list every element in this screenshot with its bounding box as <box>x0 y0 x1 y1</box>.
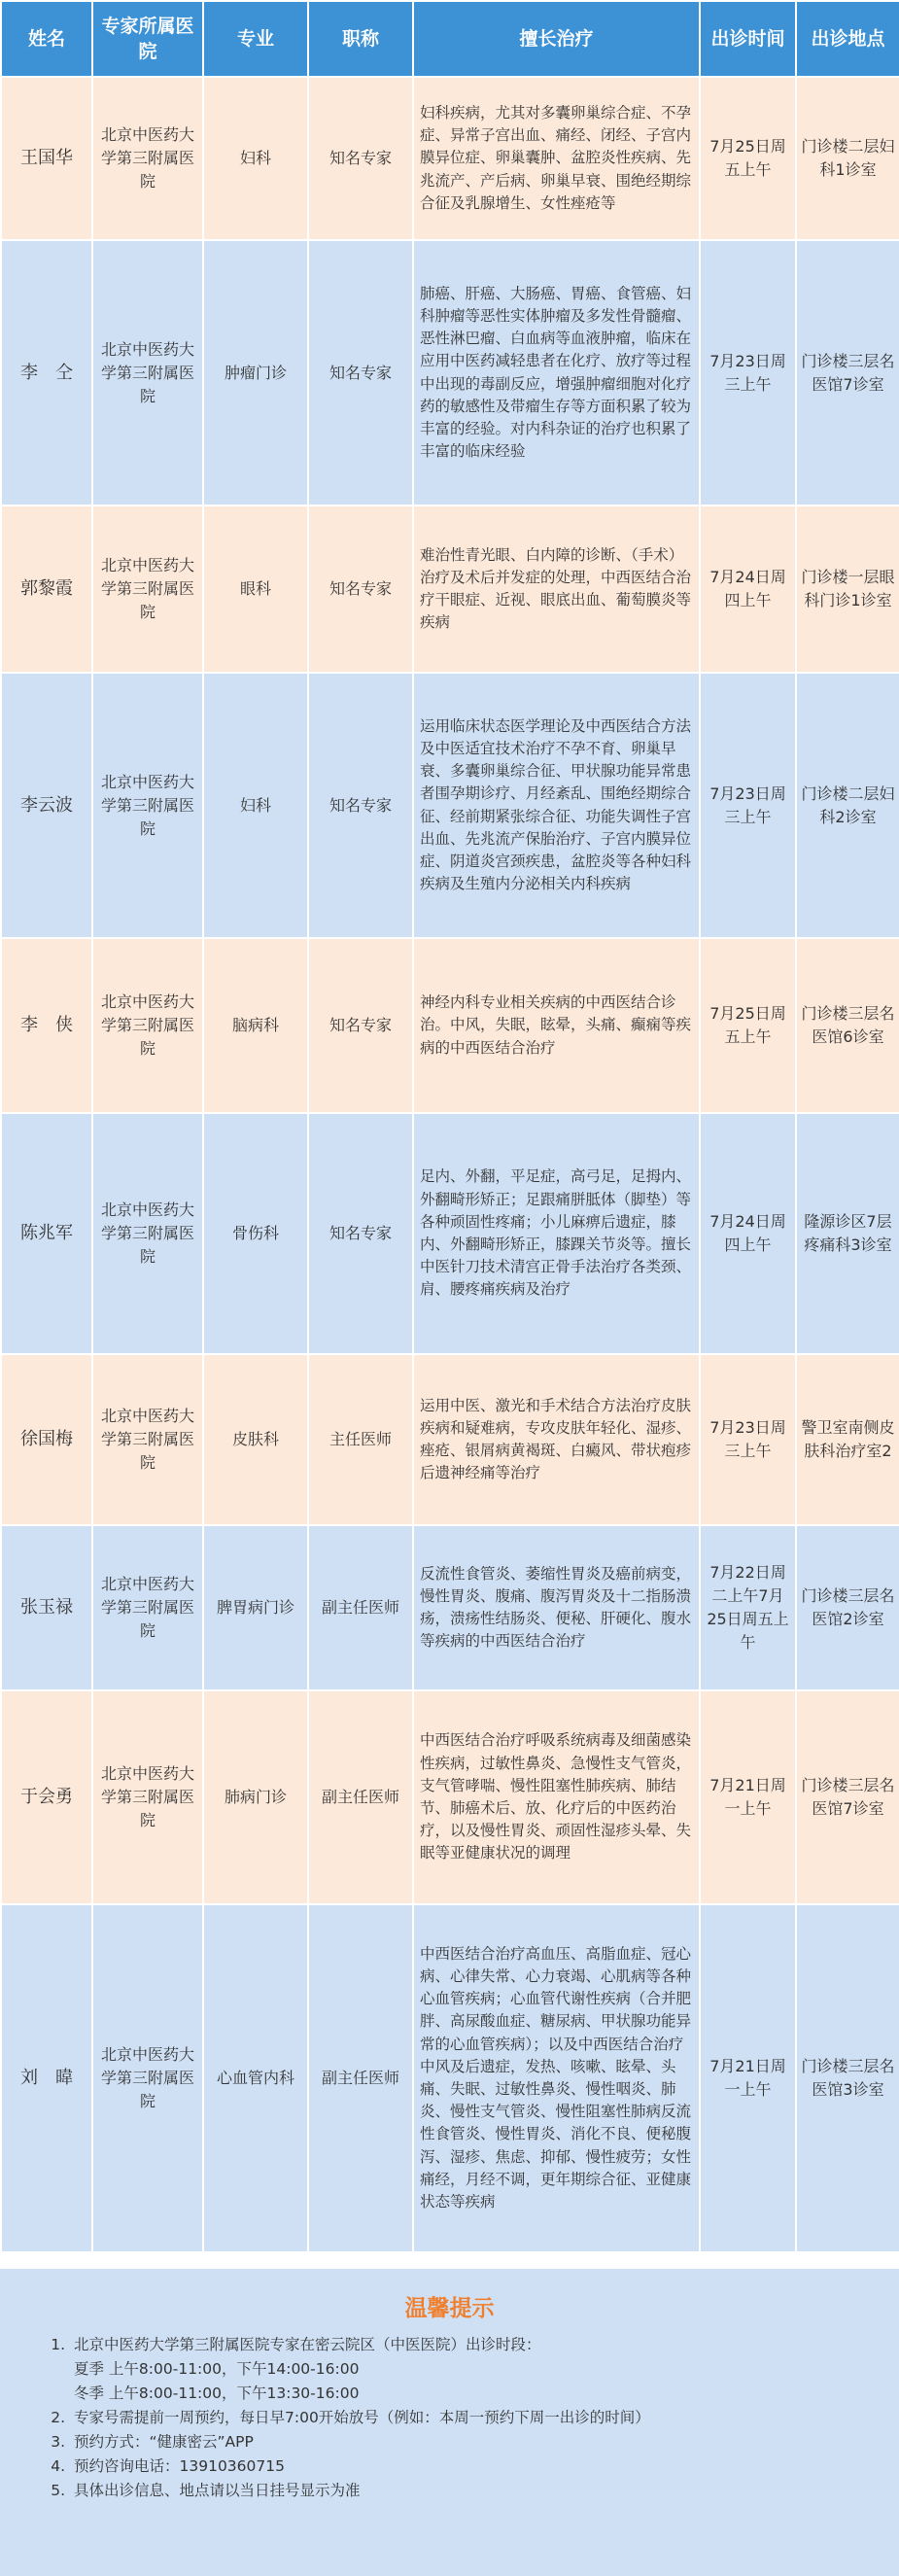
tip-item <box>70 2333 899 2406</box>
clinic-time: 7月24日周四上午 <box>700 1113 796 1354</box>
doctor-dept: 肺病门诊 <box>203 1690 308 1904</box>
doctor-dept: 眼科 <box>203 505 308 673</box>
clinic-place: 门诊楼三层名医馆7诊室 <box>796 240 899 505</box>
clinic-place: 门诊楼一层眼科门诊1诊室 <box>796 505 899 673</box>
doctor-hospital: 北京中医药大学第三附属医院 <box>92 1904 203 2252</box>
doctor-dept: 妇科 <box>203 77 308 240</box>
doctor-title: 副主任医师 <box>308 1525 413 1690</box>
table-row <box>1 77 899 240</box>
doctor-name: 于会勇 <box>1 1690 92 1904</box>
doctor-title: 副主任医师 <box>308 1690 413 1904</box>
doctor-hospital: 北京中医药大学第三附属医院 <box>92 1690 203 1904</box>
doctor-title: 知名专家 <box>308 938 413 1113</box>
table-row <box>1 1354 899 1525</box>
doctor-specialty: 足内、外翻，平足症，高弓足，足拇内、外翻畸形矫正；足跟痛胼胝体（脚垫）等各种顽固性疼痛；小儿麻痹后遗症，膝内、外翻畸形矫正，膝踝关节炎等。擅长中医针刀技术清宫正骨手法治疗各类颈、肩、腰疼痛疾病及治疗 <box>413 1113 700 1354</box>
doctor-title: 知名专家 <box>308 1113 413 1354</box>
clinic-place: 警卫室南侧皮肤科治疗室2 <box>796 1354 899 1525</box>
table-row <box>1 1113 899 1354</box>
doctor-name: 刘 暐 <box>1 1904 92 2252</box>
doctor-title: 知名专家 <box>308 673 413 938</box>
doctor-hospital: 北京中医药大学第三附属医院 <box>92 240 203 505</box>
header-place: 出诊地点 <box>796 1 899 77</box>
tips-list <box>0 2333 899 2503</box>
header-name: 姓名 <box>1 1 92 77</box>
clinic-place: 门诊楼三层名医馆2诊室 <box>796 1525 899 1690</box>
clinic-time: 7月21日周一上午 <box>700 1690 796 1904</box>
doctor-title: 知名专家 <box>308 505 413 673</box>
tip-text: 具体出诊信息、地点请以当日挂号显示为准 <box>74 2482 361 2499</box>
clinic-time: 7月25日周五上午 <box>700 938 796 1113</box>
clinic-place: 门诊楼三层名医馆7诊室 <box>796 1690 899 1904</box>
tip-text: 预约方式：“健康密云”APP <box>74 2433 254 2451</box>
doctor-hospital: 北京中医药大学第三附属医院 <box>92 673 203 938</box>
doctor-specialty: 妇科疾病，尤其对多囊卵巢综合症、不孕症、异常子宫出血、痛经、闭经、子宫内膜异位症、卵巢囊肿、盆腔炎性疾病、先兆流产、产后病、卵巢早衰、围绝经期综合征及乳腺增生、女性痤疮等 <box>413 77 700 240</box>
clinic-time: 7月23日周三上午 <box>700 240 796 505</box>
doctor-specialty: 难治性青光眼、白内障的诊断、（手术）治疗及术后并发症的处理，中西医结合治疗干眼症、近视、眼底出血、葡萄膜炎等疾病 <box>413 505 700 673</box>
doctor-specialty: 运用临床状态医学理论及中西医结合方法及中医适宜技术治疗不孕不育、卵巢早衰、多囊卵巢综合征、甲状腺功能异常患者围孕期诊疗、月经紊乱、围绝经期综合征、经前期紧张综合征、功能失调性子宫出血、先兆流产保胎治疗、子宫内膜异位症、阴道炎宫颈疾患，盆腔炎等各种妇科疾病及生殖内分泌相关内科疾病 <box>413 673 700 938</box>
tip-item <box>70 2406 899 2430</box>
tip-item <box>70 2479 899 2503</box>
doctor-title: 主任医师 <box>308 1354 413 1525</box>
doctor-hospital: 北京中医药大学第三附属医院 <box>92 938 203 1113</box>
doctor-name: 李 仝 <box>1 240 92 505</box>
clinic-time: 7月25日周五上午 <box>700 77 796 240</box>
doctor-hospital: 北京中医药大学第三附属医院 <box>92 505 203 673</box>
doctor-title: 知名专家 <box>308 240 413 505</box>
table-row <box>1 1904 899 2252</box>
tip-subline: 夏季 上午8:00-11:00，下午14:00-16:00 <box>74 2360 360 2378</box>
table-row <box>1 938 899 1113</box>
tip-subline: 冬季 上午8:00-11:00，下午13:30-16:00 <box>74 2385 360 2402</box>
clinic-place: 门诊楼二层妇科2诊室 <box>796 673 899 938</box>
doctor-name: 徐国梅 <box>1 1354 92 1525</box>
header-time: 出诊时间 <box>700 1 796 77</box>
doctor-specialty: 中西医结合治疗呼吸系统病毒及细菌感染性疾病，过敏性鼻炎、急慢性支气管炎，支气管哮喘、慢性阻塞性肺疾病、肺结节、肺癌术后、放、化疗后的中医药治疗，以及慢性胃炎、顽固性湿疹头晕、失眠等亚健康状况的调理 <box>413 1690 700 1904</box>
header-dept: 专业 <box>203 1 308 77</box>
doctor-dept: 脾胃病门诊 <box>203 1525 308 1690</box>
clinic-time: 7月24日周四上午 <box>700 505 796 673</box>
tips-title: 温馨提示 <box>404 2296 495 2321</box>
doctor-specialty: 运用中医、激光和手术结合方法治疗皮肤疾病和疑难病，专攻皮肤年轻化、湿疹、痤疮、银屑病黄褐斑、白癜风、带状疱疹后遗神经痛等治疗 <box>413 1354 700 1525</box>
doctor-title: 知名专家 <box>308 77 413 240</box>
doctor-hospital: 北京中医药大学第三附属医院 <box>92 1354 203 1525</box>
doctor-hospital: 北京中医药大学第三附属医院 <box>92 1525 203 1690</box>
tip-item <box>70 2430 899 2454</box>
doctor-specialty: 肺癌、肝癌、大肠癌、胃癌、食管癌、妇科肿瘤等恶性实体肿瘤及多发性骨髓瘤、恶性淋巴瘤、白血病等血液肿瘤，临床在应用中医药减轻患者在化疗、放疗等过程中出现的毒副反应，增强肿瘤细胞对化疗药的敏感性及带瘤生存等方面积累了较为丰富的经验。对内科杂证的治疗也积累了丰富的临床经验 <box>413 240 700 505</box>
doctor-dept: 皮肤科 <box>203 1354 308 1525</box>
clinic-time: 7月23日周三上午 <box>700 1354 796 1525</box>
table-row <box>1 505 899 673</box>
table-body <box>1 77 899 2252</box>
clinic-time: 7月21日周一上午 <box>700 1904 796 2252</box>
clinic-time: 7月23日周三上午 <box>700 673 796 938</box>
clinic-place: 隆源诊区7层疼痛科3诊室 <box>796 1113 899 1354</box>
header-hospital: 专家所属医院 <box>92 1 203 77</box>
table-row <box>1 1690 899 1904</box>
doctor-name: 郭黎霞 <box>1 505 92 673</box>
doctor-dept: 脑病科 <box>203 938 308 1113</box>
tip-text: 北京中医药大学第三附属医院专家在密云院区（中医医院）出诊时段： <box>74 2336 541 2353</box>
doctor-dept: 肿瘤门诊 <box>203 240 308 505</box>
doctor-specialty: 中西医结合治疗高血压、高脂血症、冠心病、心律失常、心力衰竭、心肌病等各种心血管疾病；心血管代谢性疾病（合并肥胖、高尿酸血症、糖尿病、甲状腺功能异常的心血管疾病）；以及中西医结合治疗中风及后遗症，发热、咳嗽、眩晕、头痛、失眠、过敏性鼻炎、慢性咽炎、肺炎、慢性支气管炎、慢性阻塞性肺病反流性食管炎、慢性胃炎、消化不良、便秘腹泻、湿疹、焦虑、抑郁、慢性疲劳；女性痛经，月经不调，更年期综合征、亚健康状态等疾病 <box>413 1904 700 2252</box>
doctor-name: 王国华 <box>1 77 92 240</box>
doctor-name: 张玉禄 <box>1 1525 92 1690</box>
doctor-hospital: 北京中医药大学第三附属医院 <box>92 1113 203 1354</box>
table-row <box>1 240 899 505</box>
doctor-dept: 妇科 <box>203 673 308 938</box>
doctor-name: 李 侠 <box>1 938 92 1113</box>
doctor-specialty: 反流性食管炎、萎缩性胃炎及癌前病变，慢性胃炎、腹痛、腹泻胃炎及十二指肠溃疡，溃疡性结肠炎、便秘、肝硬化、腹水等疾病的中西医结合治疗 <box>413 1525 700 1690</box>
header-specialty: 擅长治疗 <box>413 1 700 77</box>
clinic-place: 门诊楼二层妇科1诊室 <box>796 77 899 240</box>
table-row <box>1 1525 899 1690</box>
doctor-name: 陈兆军 <box>1 1113 92 1354</box>
table-header-row <box>1 1 899 77</box>
tips-section <box>0 2269 899 2576</box>
doctor-dept: 心血管内科 <box>203 1904 308 2252</box>
tip-text: 专家号需提前一周预约，每日早7:00开始放号（例如：本周一预约下周一出诊的时间） <box>74 2409 650 2426</box>
doctor-dept: 骨伤科 <box>203 1113 308 1354</box>
clinic-place: 门诊楼三层名医馆6诊室 <box>796 938 899 1113</box>
doctor-hospital: 北京中医药大学第三附属医院 <box>92 77 203 240</box>
header-title: 职称 <box>308 1 413 77</box>
doctor-name: 李云波 <box>1 673 92 938</box>
doctor-title: 副主任医师 <box>308 1904 413 2252</box>
clinic-time: 7月22日周二上午7月25日周五上午 <box>700 1525 796 1690</box>
doctor-specialty: 神经内科专业相关疾病的中西医结合诊治。中风，失眠，眩晕，头痛、癫痫等疾病的中西医结合治疗 <box>413 938 700 1113</box>
tip-item <box>70 2454 899 2479</box>
table-row <box>1 673 899 938</box>
tip-text: 预约咨询电话：13910360715 <box>74 2457 285 2475</box>
clinic-place: 门诊楼三层名医馆3诊室 <box>796 1904 899 2252</box>
